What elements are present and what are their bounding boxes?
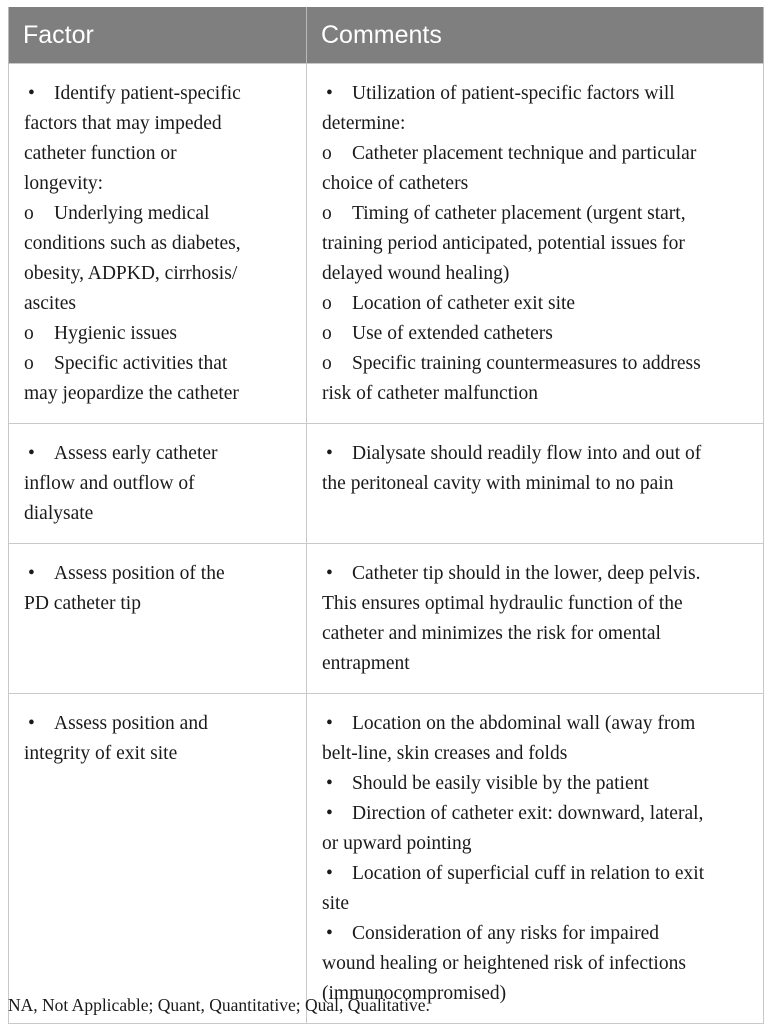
cell-line <box>322 469 753 499</box>
line-text: Use of extended catheters <box>352 323 553 344</box>
table-footnote: NA, Not Applicable; Quant, Quantitative; Qual, Qualitative. <box>8 995 430 1015</box>
cell-line <box>24 379 298 409</box>
comments-cell <box>307 544 764 694</box>
line-text: Identify patient-specific <box>54 83 241 104</box>
line-text: (immunocompromised) <box>322 983 507 1004</box>
sub-bullet-marker: o <box>322 203 332 224</box>
line-text: may jeopardize the catheter <box>24 383 239 404</box>
factor-cell <box>9 64 307 424</box>
bullet-marker: • <box>326 83 333 104</box>
factor-cell <box>9 694 307 1024</box>
sub-bullet-marker: o <box>322 143 332 164</box>
cell-line <box>322 259 753 289</box>
line-text: Hygienic issues <box>54 323 177 344</box>
sub-bullet-marker: o <box>322 353 332 374</box>
cell-line <box>24 109 298 139</box>
table-row <box>9 64 764 424</box>
cell-line <box>322 859 753 889</box>
line-text: Assess position and <box>54 713 208 734</box>
cell-line <box>24 499 298 529</box>
cell-line <box>322 889 753 919</box>
cell-line <box>322 589 753 619</box>
cell-line <box>322 949 753 979</box>
cell-line <box>24 169 298 199</box>
line-text: site <box>322 893 350 914</box>
table-row <box>9 424 764 544</box>
comments-cell <box>307 424 764 544</box>
line-text: longevity: <box>24 173 104 194</box>
cell-line <box>322 649 753 679</box>
line-text: catheter function or <box>24 143 177 164</box>
cell-line <box>24 439 298 469</box>
bullet-marker: • <box>326 563 333 584</box>
cell-line <box>322 139 753 169</box>
bullet-marker: • <box>326 773 333 794</box>
table-row <box>9 694 764 1024</box>
line-text: Location of catheter exit site <box>352 293 576 314</box>
cell-line <box>322 559 753 589</box>
line-text: Assess position of the <box>54 563 225 584</box>
line-text: choice of catheters <box>322 173 469 194</box>
cell-line <box>24 319 298 349</box>
line-text: factors that may impeded <box>24 113 222 134</box>
sub-bullet-marker: o <box>322 293 332 314</box>
line-text: determine: <box>322 113 406 134</box>
header-comments: Comments <box>307 7 764 64</box>
line-text: inflow and outflow of <box>24 473 195 494</box>
sub-bullet-marker: o <box>24 323 34 344</box>
cell-line <box>24 349 298 379</box>
cell-line <box>322 169 753 199</box>
comments-cell <box>307 64 764 424</box>
line-text: Catheter tip should in the lower, deep pelvis. <box>352 563 701 584</box>
bullet-marker: • <box>28 563 35 584</box>
bullet-marker: • <box>326 443 333 464</box>
line-text: delayed wound healing) <box>322 263 510 284</box>
cell-line <box>24 139 298 169</box>
bullet-marker: • <box>28 713 35 734</box>
line-text: belt-line, skin creases and folds <box>322 743 568 764</box>
line-text: conditions such as diabetes, <box>24 233 241 254</box>
bullet-marker: • <box>28 443 35 464</box>
line-text: entrapment <box>322 653 410 674</box>
cell-line <box>322 439 753 469</box>
line-text: ascites <box>24 293 76 314</box>
line-text: Underlying medical <box>54 203 210 224</box>
line-text: Catheter placement technique and particular <box>352 143 697 164</box>
line-text: wound healing or heightened risk of infections <box>322 953 686 974</box>
cell-line <box>322 199 753 229</box>
cell-line <box>322 799 753 829</box>
cell-line <box>322 229 753 259</box>
cell-line <box>322 919 753 949</box>
bullet-marker: • <box>28 83 35 104</box>
factor-cell <box>9 424 307 544</box>
cell-line <box>24 229 298 259</box>
cell-line <box>24 289 298 319</box>
line-text: catheter and minimizes the risk for omental <box>322 623 661 644</box>
comments-cell <box>307 694 764 1024</box>
line-text: risk of catheter malfunction <box>322 383 539 404</box>
factor-cell <box>9 544 307 694</box>
line-text: Assess early catheter <box>54 443 218 464</box>
cell-line <box>322 769 753 799</box>
line-text: or upward pointing <box>322 833 472 854</box>
sub-bullet-marker: o <box>24 353 34 374</box>
line-text: dialysate <box>24 503 94 524</box>
header-row <box>9 7 764 64</box>
sub-bullet-marker: o <box>322 323 332 344</box>
line-text: Location on the abdominal wall (away from <box>352 713 696 734</box>
sub-bullet-marker: o <box>24 203 34 224</box>
cell-line <box>24 469 298 499</box>
bullet-marker: • <box>326 923 333 944</box>
cell-line <box>322 739 753 769</box>
line-text: integrity of exit site <box>24 743 178 764</box>
table-row <box>9 544 764 694</box>
cell-line <box>24 259 298 289</box>
line-text: training period anticipated, potential issues for <box>322 233 685 254</box>
line-text: Consideration of any risks for impaired <box>352 923 660 944</box>
cell-line <box>24 739 298 769</box>
line-text: PD catheter tip <box>24 593 141 614</box>
line-text: the peritoneal cavity with minimal to no pain <box>322 473 674 494</box>
line-text: This ensures optimal hydraulic function of the <box>322 593 683 614</box>
cell-line <box>24 589 298 619</box>
cell-line <box>24 79 298 109</box>
line-text: Location of superficial cuff in relation to exit <box>352 863 705 884</box>
bullet-marker: • <box>326 713 333 734</box>
cell-line <box>24 199 298 229</box>
factors-table <box>8 7 764 1024</box>
cell-line <box>322 319 753 349</box>
cell-line <box>24 709 298 739</box>
cell-line <box>322 379 753 409</box>
line-text: Specific training countermeasures to address <box>352 353 701 374</box>
cell-line <box>322 79 753 109</box>
line-text: Direction of catheter exit: downward, lateral, <box>352 803 704 824</box>
cell-line <box>322 709 753 739</box>
cell-line <box>24 559 298 589</box>
line-text: Should be easily visible by the patient <box>352 773 649 794</box>
cell-line <box>322 289 753 319</box>
bullet-marker: • <box>326 803 333 824</box>
cell-line <box>322 619 753 649</box>
line-text: Dialysate should readily flow into and out of <box>352 443 702 464</box>
line-text: Specific activities that <box>54 353 228 374</box>
line-text: obesity, ADPKD, cirrhosis/ <box>24 263 238 284</box>
cell-line <box>322 109 753 139</box>
cell-line <box>322 349 753 379</box>
cell-line <box>322 829 753 859</box>
line-text: Utilization of patient-specific factors will <box>352 83 675 104</box>
bullet-marker: • <box>326 863 333 884</box>
line-text: Timing of catheter placement (urgent start, <box>352 203 686 224</box>
header-factor: Factor <box>9 7 307 64</box>
